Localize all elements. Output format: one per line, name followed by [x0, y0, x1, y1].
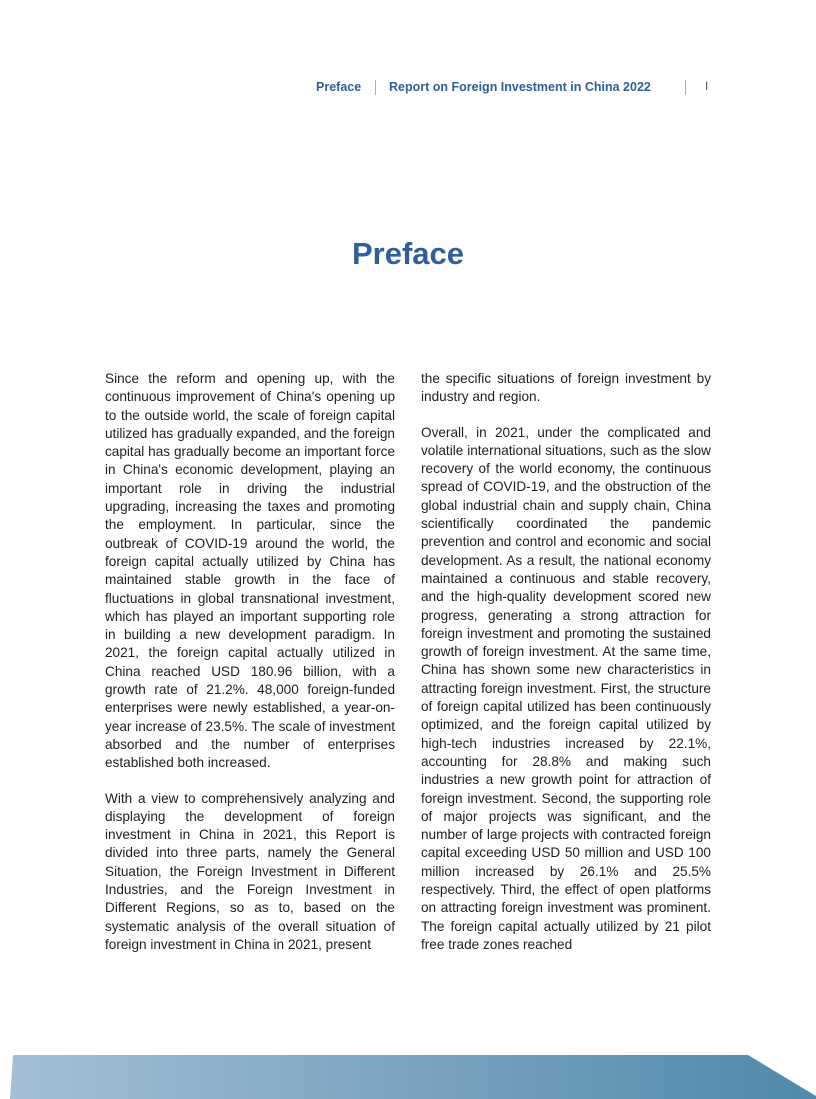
body-paragraph: the specific situations of foreign investment by industry and region.: [421, 371, 711, 405]
footer-decorative-band: [0, 1053, 816, 1099]
running-header: [0, 79, 816, 97]
header-divider: [375, 80, 376, 95]
body-paragraph: With a view to comprehensively analyzing and displaying the development of foreign investment in China in 2021, this Report is divided into three parts, namely the General Situation, the Foreign Investment in Different Industries, and the Foreign Investment in Different Regions, so as to, based on the systematic analysis of the overall situation of foreign investment in China in 2021, present: [105, 790, 395, 952]
body-paragraph: Since the reform and opening up, with the continuous improvement of China's opening up to the outside world, the scale of foreign capital utilized has gradually expanded, and the foreign capital has gradually become an important force in China's economic development, playing an important role in driving the industrial upgrading, increasing the taxes and promoting the employment. In particular, since the outbreak of COVID-19 around the world, the foreign capital actually utilized by China has maintained stable growth in the face of fluctuations in global transnational investment, which has played an important supporting role in building a new development paradigm. In 2021, the foreign capital actually utilized in China reached USD 180.96 billion, with a growth rate of 21.2%. 48,000 foreign-funded enterprises were newly established, a year-on-year increase of 23.5%. The scale of investment absorbed and the number of enterprises established both increased.: [105, 371, 395, 771]
body-paragraph: Overall, in 2021, under the complicated and volatile international situations, such as the slow recovery of the world economy, the continuous spread of COVID-19, and the obstruction of the global industrial chain and supply chain, China scientifically coordinated the pandemic prevention and control and economic and social development. As a result, the national economy maintained a continuous and stable recovery, and the high-quality development scored new progress, generating a strong attraction for foreign investment and promoting the sustained growth of foreign investment. At the same time, China has shown some new characteristics in attracting foreign investment. First, the structure of foreign capital utilized has been continuously optimized, and the foreign capital utilized by high-tech industries increased by 22.1%, accounting for 28.8% and making such industries a new growth point for attraction of foreign investment. Second, the supporting role of major projects was significant, and the number of large projects with contracted foreign capital exceeding USD 50 million and USD 100 million increased by 26.1% and 25.5% respectively. Third, the effect of open platforms on attracting foreign investment was prominent. The foreign capital actually utilized by 21 pilot free trade zones reached: [421, 424, 711, 952]
header-divider: [685, 80, 686, 95]
right-text-column: [421, 370, 711, 971]
left-text-column: [105, 370, 395, 971]
header-report-title: Report on Foreign Investment in China 2022: [389, 80, 651, 94]
header-section-label: Preface: [316, 80, 362, 94]
page-number: I: [705, 79, 709, 93]
page-title: Preface: [351, 236, 465, 271]
